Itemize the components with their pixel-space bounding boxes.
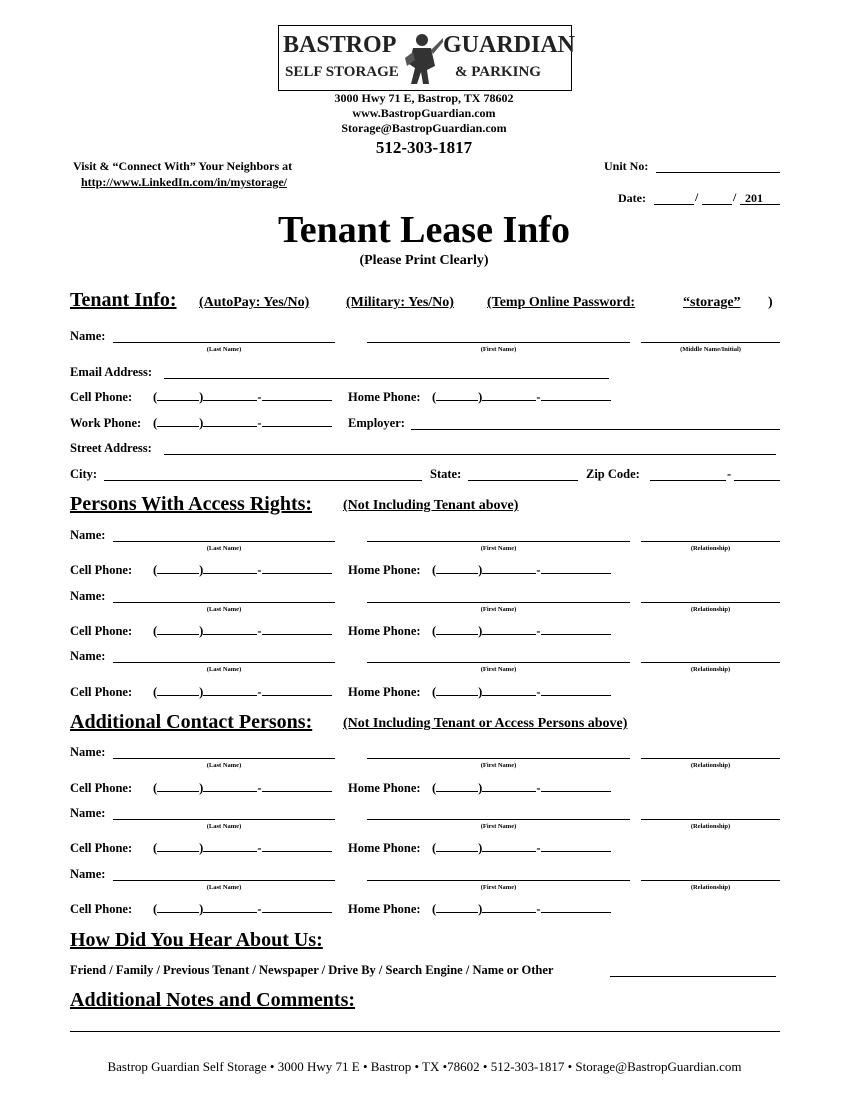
person-name-label: Name:: [70, 806, 106, 820]
last-name-caption: (Last Name): [206, 823, 242, 830]
access-heading: [70, 493, 312, 516]
person-name-label: Name:: [70, 528, 106, 542]
middle-name-caption: (Middle Name/Initial): [680, 346, 741, 353]
first-name-caption: (First Name): [480, 545, 517, 552]
first-name-caption: (First Name): [480, 823, 517, 830]
person-home-phone-field[interactable]: ( ) -: [432, 685, 611, 700]
employer-field[interactable]: [411, 429, 780, 430]
person-relationship-field[interactable]: [641, 758, 780, 759]
person-relationship-field[interactable]: [641, 819, 780, 820]
cell-phone-field[interactable]: ( ) -: [153, 390, 332, 405]
autopay-option[interactable]: (AutoPay: Yes/No): [199, 295, 310, 310]
relationship-caption: (Relationship): [690, 545, 731, 552]
state-label: State:: [430, 467, 462, 481]
person-name-label: Name:: [70, 649, 106, 663]
person-cell-phone-field[interactable]: ( ) -: [153, 841, 332, 856]
first-name-caption: (First Name): [480, 346, 517, 353]
tenant-middle-name-field[interactable]: [641, 342, 780, 343]
person-first-name-field[interactable]: [367, 602, 630, 603]
cell-phone-label: Cell Phone:: [70, 390, 133, 404]
hear-other-field[interactable]: [610, 976, 776, 977]
last-name-caption: (Last Name): [206, 346, 242, 353]
person-cell-phone-field[interactable]: ( ) -: [153, 781, 332, 796]
last-name-caption: (Last Name): [206, 606, 242, 613]
email-field[interactable]: [164, 378, 609, 379]
company-logo: [278, 25, 575, 91]
hear-heading: How Did You Hear About Us:: [70, 929, 323, 951]
tenant-name-label: Name:: [70, 329, 106, 343]
relationship-caption: (Relationship): [690, 666, 731, 673]
temp-password-label: (Temp Online Password:: [487, 295, 636, 310]
date-year-prefix: 201: [745, 191, 763, 205]
zip-separator: -: [727, 467, 732, 481]
street-address-label: Street Address:: [70, 441, 152, 455]
tenant-info-heading: Tenant Info:: [70, 289, 177, 311]
company-website: www.BastropGuardian.com: [352, 106, 496, 120]
person-cell-label: Cell Phone:: [70, 624, 133, 638]
person-last-name-field[interactable]: [113, 662, 335, 663]
person-cell-label: Cell Phone:: [70, 781, 133, 795]
date-month-field[interactable]: [654, 204, 694, 205]
access-heading-text: Persons With Access Rights:: [70, 493, 313, 515]
person-relationship-field[interactable]: [641, 880, 780, 881]
person-name-label: Name:: [70, 589, 106, 603]
temp-password-value: “storage”: [683, 295, 741, 310]
person-cell-phone-field[interactable]: ( ) -: [153, 563, 332, 578]
date-day-field[interactable]: [702, 204, 732, 205]
company-phone: 512-303-1817: [375, 138, 473, 157]
person-home-label: Home Phone:: [348, 563, 421, 577]
person-first-name-field[interactable]: [367, 880, 630, 881]
date-label: Date:: [618, 191, 646, 205]
logo-text: & PARKING: [455, 64, 541, 80]
logo-text: BASTROP: [283, 32, 397, 58]
last-name-caption: (Last Name): [206, 545, 242, 552]
person-cell-label: Cell Phone:: [70, 563, 133, 577]
person-cell-label: Cell Phone:: [70, 902, 133, 916]
person-relationship-field[interactable]: [641, 541, 780, 542]
work-phone-label: Work Phone:: [70, 416, 142, 430]
contacts-note: (Not Including Tenant or Access Persons above): [343, 716, 628, 731]
page-subtitle: (Please Print Clearly): [359, 253, 489, 268]
unit-no-field[interactable]: [656, 172, 780, 173]
person-last-name-field[interactable]: [113, 758, 335, 759]
home-phone-label: Home Phone:: [348, 390, 421, 404]
work-phone-field[interactable]: ( ) -: [153, 416, 332, 431]
person-home-phone-field[interactable]: ( ) -: [432, 624, 611, 639]
person-home-label: Home Phone:: [348, 685, 421, 699]
first-name-caption: (First Name): [480, 762, 517, 769]
person-home-phone-field[interactable]: ( ) -: [432, 781, 611, 796]
relationship-caption: (Relationship): [690, 884, 731, 891]
person-last-name-field[interactable]: [113, 819, 335, 820]
contacts-heading: [70, 711, 312, 734]
tenant-last-name-field[interactable]: [113, 342, 335, 343]
person-cell-label: Cell Phone:: [70, 685, 133, 699]
logo-text: GUARDIAN: [443, 32, 575, 58]
city-label: City:: [70, 467, 98, 481]
person-home-label: Home Phone:: [348, 781, 421, 795]
person-home-phone-field[interactable]: ( ) -: [432, 563, 611, 578]
visit-text: Visit & “Connect With” Your Neighbors at: [73, 159, 293, 173]
logo-text: SELF STORAGE: [285, 64, 399, 80]
person-last-name-field[interactable]: [113, 880, 335, 881]
hear-options[interactable]: Friend / Family / Previous Tenant / Newspaper / Drive By / Search Engine / Name or Other: [70, 963, 554, 977]
relationship-caption: (Relationship): [690, 606, 731, 613]
first-name-caption: (First Name): [480, 666, 517, 673]
unit-no-label: Unit No:: [604, 159, 649, 173]
notes-heading: Additional Notes and Comments:: [70, 989, 356, 1011]
person-home-label: Home Phone:: [348, 624, 421, 638]
date-separator: /: [695, 190, 699, 204]
person-home-label: Home Phone:: [348, 902, 421, 916]
person-first-name-field[interactable]: [367, 541, 630, 542]
email-label: Email Address:: [70, 365, 153, 379]
person-home-label: Home Phone:: [348, 841, 421, 855]
person-cell-phone-field[interactable]: ( ) -: [153, 902, 332, 917]
first-name-caption: (First Name): [480, 884, 517, 891]
person-first-name-field[interactable]: [367, 662, 630, 663]
contacts-heading-text: Additional Contact Persons:: [70, 711, 313, 733]
knight-emblem-icon: [399, 30, 445, 86]
temp-password-close: ): [768, 295, 773, 310]
zip-code-label: Zip Code:: [586, 467, 640, 481]
last-name-caption: (Last Name): [206, 884, 242, 891]
person-relationship-field[interactable]: [641, 602, 780, 603]
person-home-phone-field[interactable]: ( ) -: [432, 841, 611, 856]
linkedin-link[interactable]: http://www.LinkedIn.com/in/mystorage/: [81, 175, 288, 189]
employer-label: Employer:: [348, 416, 405, 430]
person-home-phone-field[interactable]: ( ) -: [432, 902, 611, 917]
first-name-caption: (First Name): [480, 606, 517, 613]
person-first-name-field[interactable]: [367, 819, 630, 820]
notes-field[interactable]: [70, 1031, 780, 1032]
person-last-name-field[interactable]: [113, 602, 335, 603]
page-footer: Bastrop Guardian Self Storage • 3000 Hwy 71 E • Bastrop • TX •78602 • 512-303-1817 • Storage@BastropGuardian.com: [107, 1059, 742, 1074]
person-first-name-field[interactable]: [367, 758, 630, 759]
company-email: Storage@BastropGuardian.com: [341, 121, 507, 135]
person-relationship-field[interactable]: [641, 662, 780, 663]
zip-code-field[interactable]: [650, 480, 726, 481]
person-cell-label: Cell Phone:: [70, 841, 133, 855]
access-note: (Not Including Tenant above): [343, 498, 519, 513]
person-cell-phone-field[interactable]: ( ) -: [153, 624, 332, 639]
last-name-caption: (Last Name): [206, 666, 242, 673]
street-address-field[interactable]: [164, 454, 776, 455]
tenant-first-name-field[interactable]: [367, 342, 630, 343]
city-field[interactable]: [104, 480, 422, 481]
relationship-caption: (Relationship): [690, 823, 731, 830]
last-name-caption: (Last Name): [206, 762, 242, 769]
page-title: Tenant Lease Info: [277, 209, 571, 251]
state-field[interactable]: [468, 480, 578, 481]
zip-ext-field[interactable]: [734, 480, 780, 481]
person-name-label: Name:: [70, 745, 106, 759]
person-name-label: Name:: [70, 867, 106, 881]
person-last-name-field[interactable]: [113, 541, 335, 542]
date-separator: /: [733, 190, 737, 204]
military-option[interactable]: (Military: Yes/No): [346, 295, 454, 310]
person-cell-phone-field[interactable]: ( ) -: [153, 685, 332, 700]
home-phone-field[interactable]: ( ) -: [432, 390, 611, 405]
company-address: 3000 Hwy 71 E, Bastrop, TX 78602: [334, 91, 514, 105]
relationship-caption: (Relationship): [690, 762, 731, 769]
